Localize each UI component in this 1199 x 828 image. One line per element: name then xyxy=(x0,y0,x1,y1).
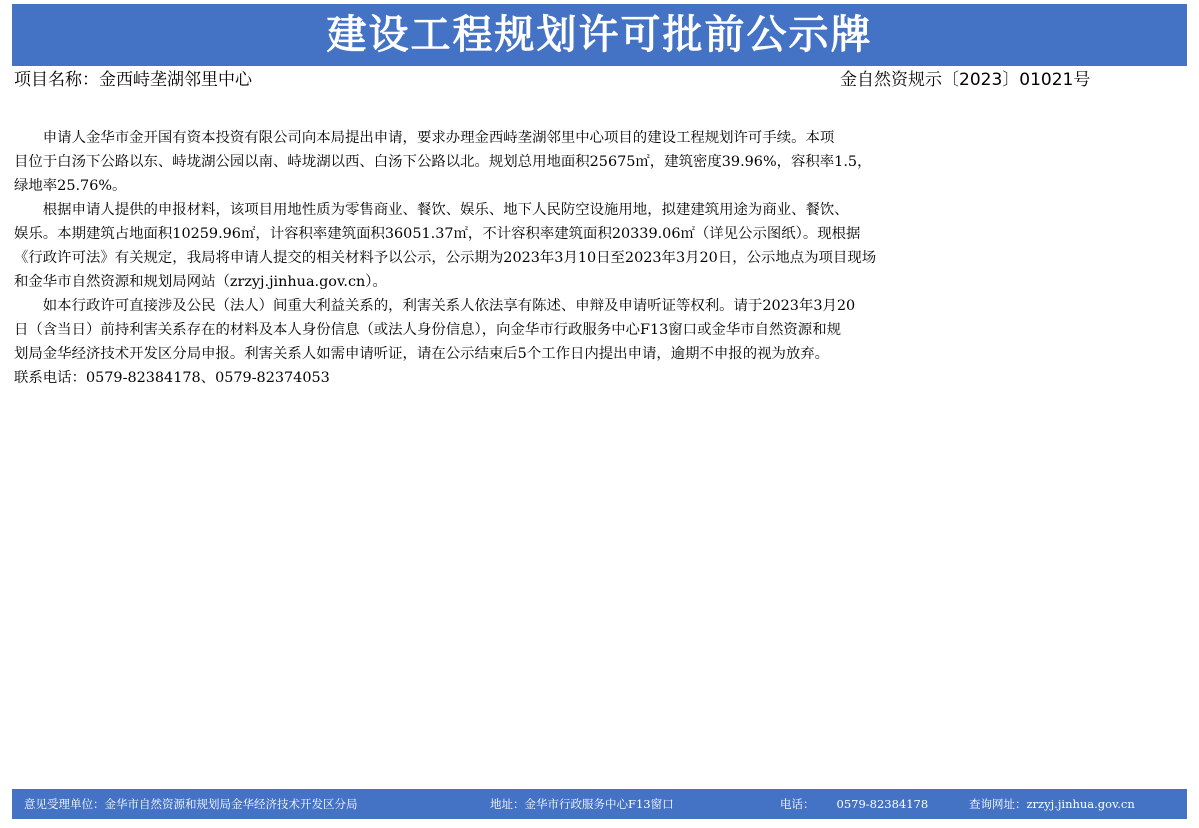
body-line: 绿地率25.76%。 xyxy=(14,178,127,194)
footer-unit-label: 意见受理单位： xyxy=(24,797,105,811)
document-number: 金自然资规示〔2023〕01021号 xyxy=(840,70,1091,90)
notice-body xyxy=(14,126,1174,390)
body-line: 根据申请人提供的申报材料，该项目用地性质为零售商业、餐饮、娱乐、地下人民防空设施用地，拟建建筑用途为商业、餐饮、 xyxy=(14,202,849,218)
footer-phone-label: 电话： xyxy=(780,797,815,811)
footer-phone xyxy=(780,789,928,819)
footer-address xyxy=(490,789,674,819)
footer-address-label: 地址： xyxy=(490,797,525,811)
footer-address-value: 金华市行政服务中心F13窗口 xyxy=(524,797,674,811)
footer-unit-value: 金华市自然资源和规划局金华经济技术开发区分局 xyxy=(104,797,358,811)
body-line: 划局金华经济技术开发区分局申报。利害关系人如需申请听证，请在公示结束后5个工作日内提出申请，逾期不申报的视为放弃。 xyxy=(14,346,830,362)
body-line: 目位于白汤下公路以东、峙垅湖公园以南、峙垅湖以西、白汤下公路以北。规划总用地面积25675㎡，建筑密度39.96%，容积率1.5， xyxy=(14,154,872,170)
meta-row xyxy=(14,68,1186,92)
body-line: 娱乐。本期建筑占地面积10259.96㎡，计容积率建筑面积36051.37㎡，不计容积率建筑面积20339.06㎡（详见公示图纸）。现根据 xyxy=(14,226,861,242)
contact-phone-line: 联系电话：0579-82384178、0579-82374053 xyxy=(14,370,330,386)
project-name: 项目名称：金西峙垄湖邻里中心 xyxy=(14,70,252,90)
footer-website-label: 查询网址： xyxy=(969,797,1027,811)
footer-phone-value: 0579-82384178 xyxy=(836,797,929,811)
footer-website xyxy=(969,789,1135,819)
title-banner xyxy=(12,4,1187,66)
body-line: 和金华市自然资源和规划局网站（zrzyj.jinhua.gov.cn）。 xyxy=(14,274,387,290)
footer-unit xyxy=(24,789,358,819)
page-title: 建设工程规划许可批前公示牌 xyxy=(326,11,873,58)
footer-banner xyxy=(12,789,1187,819)
body-line: 申请人金华市金开国有资本投资有限公司向本局提出申请，要求办理金西峙垄湖邻里中心项目的建设工程规划许可手续。本项 xyxy=(14,130,835,146)
body-line: 《行政许可法》有关规定，我局将申请人提交的相关材料予以公示，公示期为2023年3月10日至2023年3月20日，公示地点为项目现场 xyxy=(14,250,877,266)
footer-website-link[interactable]: zrzyj.jinhua.gov.cn xyxy=(1026,797,1135,811)
body-line: 如本行政许可直接涉及公民（法人）间重大利益关系的，利害关系人依法享有陈述、申辩及申请听证等权利。请于2023年3月20 xyxy=(14,298,856,314)
body-line: 日（含当日）前持利害关系存在的材料及本人身份信息（或法人身份信息），向金华市行政服务中心F13窗口或金华市自然资源和规 xyxy=(14,322,841,338)
